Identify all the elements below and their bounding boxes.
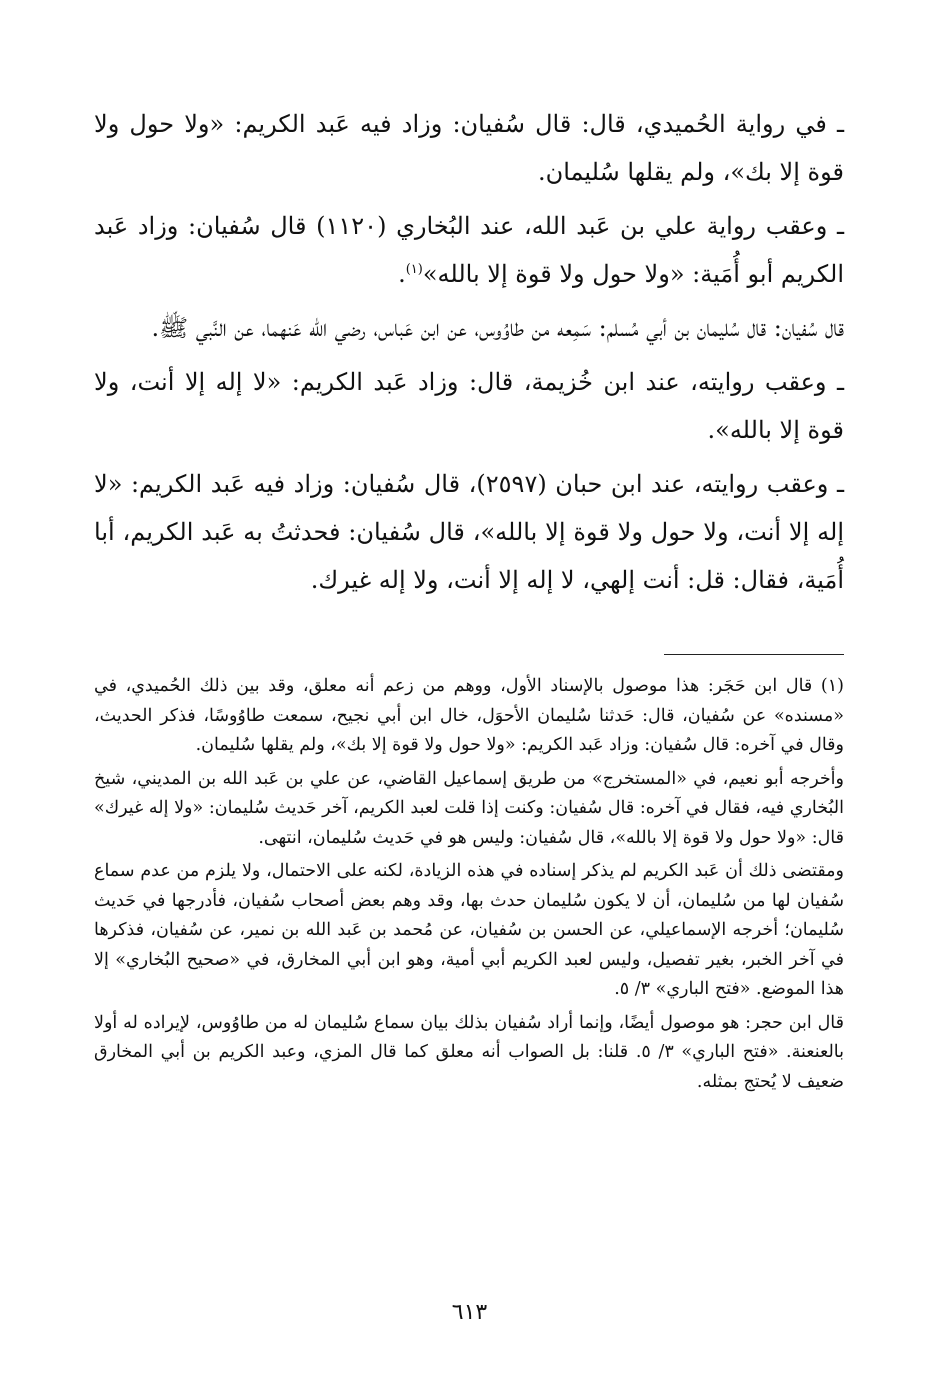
footnote-1-continued-abu-nuaym: وأخرجه أبو نعيم، في «المستخرج» من طريق إسماعيل القاضي، عن علي بن عَبد الله بن المديني، شيخ البُخاري فيه، فقال في آخره: قال سُفيان: وكنت إذا قلت لعبد الكريم، آخر حَديث سُليمان: «ولا إله غيرك» قال: «ولا حول ولا قوة إلا بالله»، قال سُفيان: وليس هو في حَديث سُليمان، انتهى. bbox=[94, 768, 844, 848]
footnote-reference: (١) bbox=[405, 262, 423, 277]
footnote-1: (١) قال ابن حَجَر: هذا موصول بالإسناد الأول، ووهم من زعم أنه معلق، وقد بين ذلك الحُميدي، في «مسنده» عن سُفيان، قال: حَدثنا سُليمان الأحوَل، خال ابن أبي نجيح، سمعت طاوُوسًا، فذكر الحديث، وقال في آخره: قال سُفيان: وزاد عَبد الكريم: «ولا حول ولا قوة إلا بك»، ولم يقلها سُليمان. bbox=[94, 676, 844, 755]
page-number: ٦١٣ bbox=[451, 1300, 488, 1325]
paragraph-bukhari: ـ وعقب رواية علي بن عَبد الله، عند البُخاري (١١٢٠) قال سُفيان: وزاد عَبد الكريم أبو أُمَية: «ولا حول ولا قوة إلا بالله»$^{(١)}$. bbox=[94, 212, 845, 288]
footnote-1-continued-ibn-hajar: قال ابن حجر: هو موصول أيضًا، وإنما أراد سُفيان بذلك بيان سماع سُليمان له من طاوُوس، لإيراده له أولا بالعنعنة. «فتح الباري» ٣/ ٥. قلنا: بل الصواب أنه معلق كما قال المزي، وعبد الكريم بن أبي المخارق ضعيف لا يُحتج بمثله. bbox=[94, 1012, 844, 1092]
paragraph-sufyan-sulayman: قال سُفيان: قال سُليمان بن أبي مُسلم: سَمِعه من طاوُوس، عن ابن عَباس، رضي الله عَنهما، عن النَّبي ﷺ. bbox=[151, 314, 844, 342]
paragraph-khuzaymah: ـ وعقب روايته، عند ابن خُزيمة، قال: وزاد عَبد الكريم: «لا إله إلا أنت، ولا قوة إلا بالله». bbox=[94, 368, 844, 444]
paragraph-humaydi: ـ في رواية الحُميدي، قال: قال سُفيان: وزاد فيه عَبد الكريم: «ولا حول ولا قوة إلا بك»، ولم يقلها سُليمان. bbox=[94, 110, 844, 186]
paragraph-hibban: ـ وعقب روايته، عند ابن حبان (٢٥٩٧)، قال سُفيان: وزاد فيه عَبد الكريم: «لا إله إلا أنت، ولا حول ولا قوة إلا بالله»، قال سُفيان: فحدثتُ به عَبد الكريم، أبا أُمَية، فقال: قل: أنت إلهي، لا إله إلا أنت، ولا إله غيرك. bbox=[94, 470, 844, 594]
footnote-separator bbox=[664, 654, 844, 655]
main-text bbox=[94, 100, 844, 610]
footnotes bbox=[94, 672, 844, 1101]
footnote-1-continued-analysis: ومقتضى ذلك أن عَبد الكريم لم يذكر إسناده في هذه الزيادة، لكنه على الاحتمال، ولا يلزم من عدم سماع سُفيان لها من سُليمان، أن لا يكون سُليمان حدث بها، وقد وهم بعض أصحاب سُفيان، فأدرجها في حَديث سُليمان؛ أخرجه الإسماعيلي، عن الحسن بن سُفيان، عن مُحمد بن عَبد الله بن نمير، عن سُفيان، فذكرها في آخر الخبر، بغير تفصيل، وليس لعبد الكريم أبي أمية، وهو ابن أبي المخارق، في «صحيح البُخاري» إلا هذا الموضع. «فتح الباري» ٣/ ٥. bbox=[94, 861, 844, 999]
paragraph-bukhari-text: ـ وعقب رواية علي بن عَبد الله، عند البُخاري (١١٢٠) قال سُفيان: وزاد عَبد الكريم أبو أُمَية: «ولا حول ولا قوة إلا بالله» bbox=[94, 212, 845, 288]
